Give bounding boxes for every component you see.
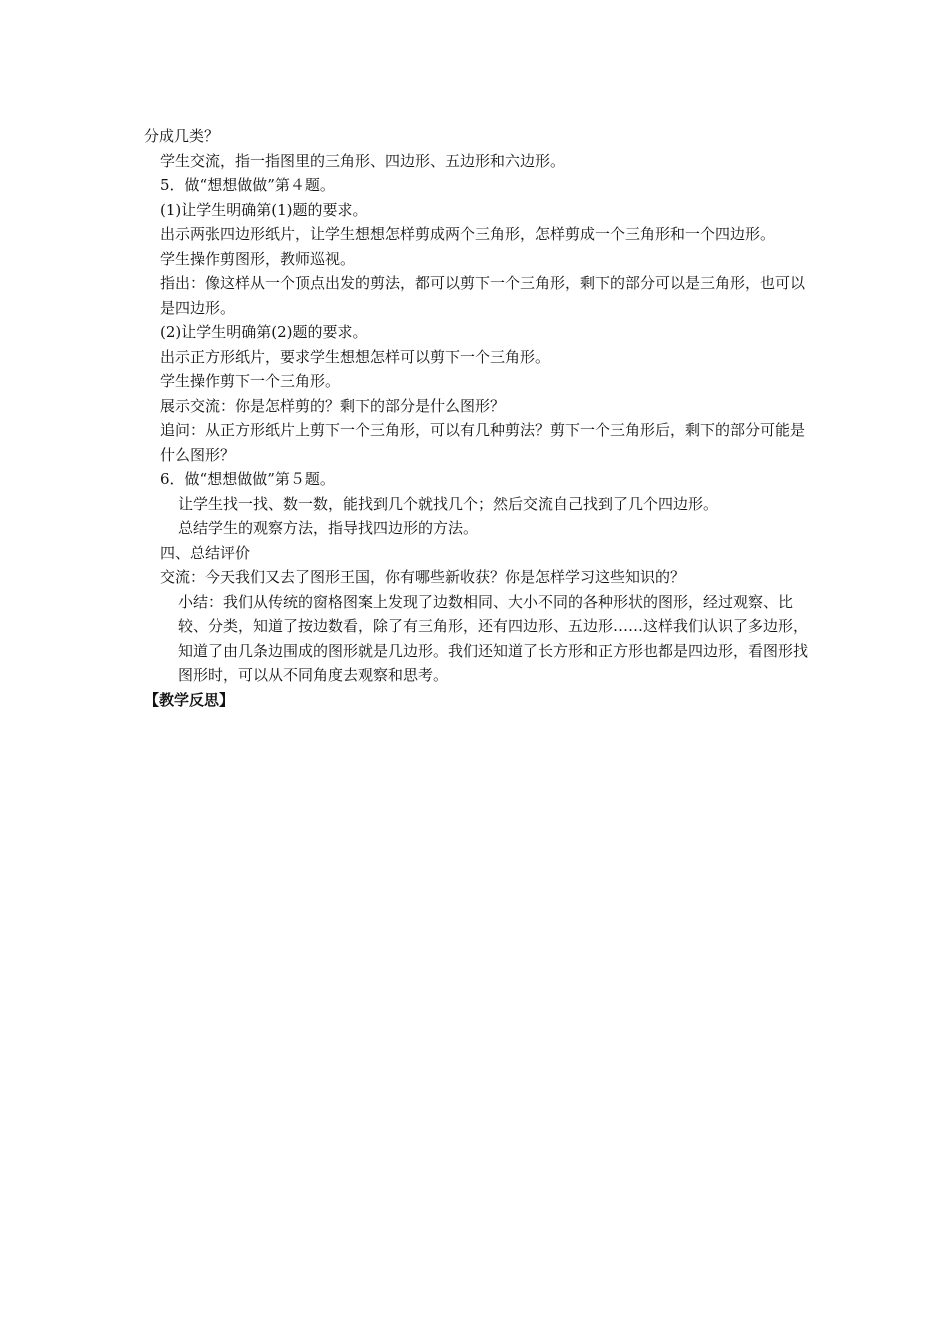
text-paragraph: 指出：像这样从一个顶点出发的剪法，都可以剪下一个三角形，剩下的部分可以是三角形，也可以是四边形。 [160,274,806,317]
text-line: 交流：今天我们又去了图形王国，你有哪些新收获？你是怎样学习这些知识的？ [160,568,686,586]
text-line: 让学生找一找、数一数，能找到几个就找几个；然后交流自己找到了几个四边形。 [178,494,719,513]
text-line: (1)让学生明确第(1)题的要求。 [160,200,368,219]
text-line: (2)让学生明确第(2)题的要求。 [160,323,368,341]
text-line: 出示正方形纸片，要求学生想想怎样可以剪下一个三角形。 [160,347,551,366]
text-paragraph: 追问：从正方形纸片上剪下一个三角形，可以有几种剪法？剪下一个三角形后，剩下的部分可能是什么图形？ [160,421,806,464]
summary-paragraph: 小结：我们从传统的窗格图案上发现了边数相同、大小不同的各种形状的图形，经过观察、比较、分类，知道了按边数看，除了有三角形，还有四边形、五边形……这样我们认识了多边形，知道了由几条边围成的图形就是几边形。我们还知道了长方形和正方形也都是四边形，看图形找图形时，可以从不同角度去观察和思考。 [178,592,809,684]
text-line: 学生操作剪图形，教师巡视。 [160,249,356,268]
text-line: 分成几类？ [144,127,220,145]
text-line: 学生交流，指一指图里的三角形、四边形、五边形和六边形。 [160,151,566,170]
text-line: 总结学生的观察方法，指导找四边形的方法。 [178,519,479,537]
text-line: 学生操作剪下一个三角形。 [160,372,341,390]
text-line: 5．做“想想做做”第４题。 [160,176,335,194]
text-paragraph: 出示两张四边形纸片，让学生想想怎样剪成两个三角形，怎样剪成一个三角形和一个四边形。 [160,225,776,243]
text-line: 展示交流：你是怎样剪的？剩下的部分是什么图形？ [160,396,506,415]
section-heading: 四、总结评价 [160,543,251,562]
reflection-heading: 【教学反思】 [144,690,235,709]
document-body [144,124,812,712]
text-line: 6．做“想想做做”第５题。 [160,470,335,488]
